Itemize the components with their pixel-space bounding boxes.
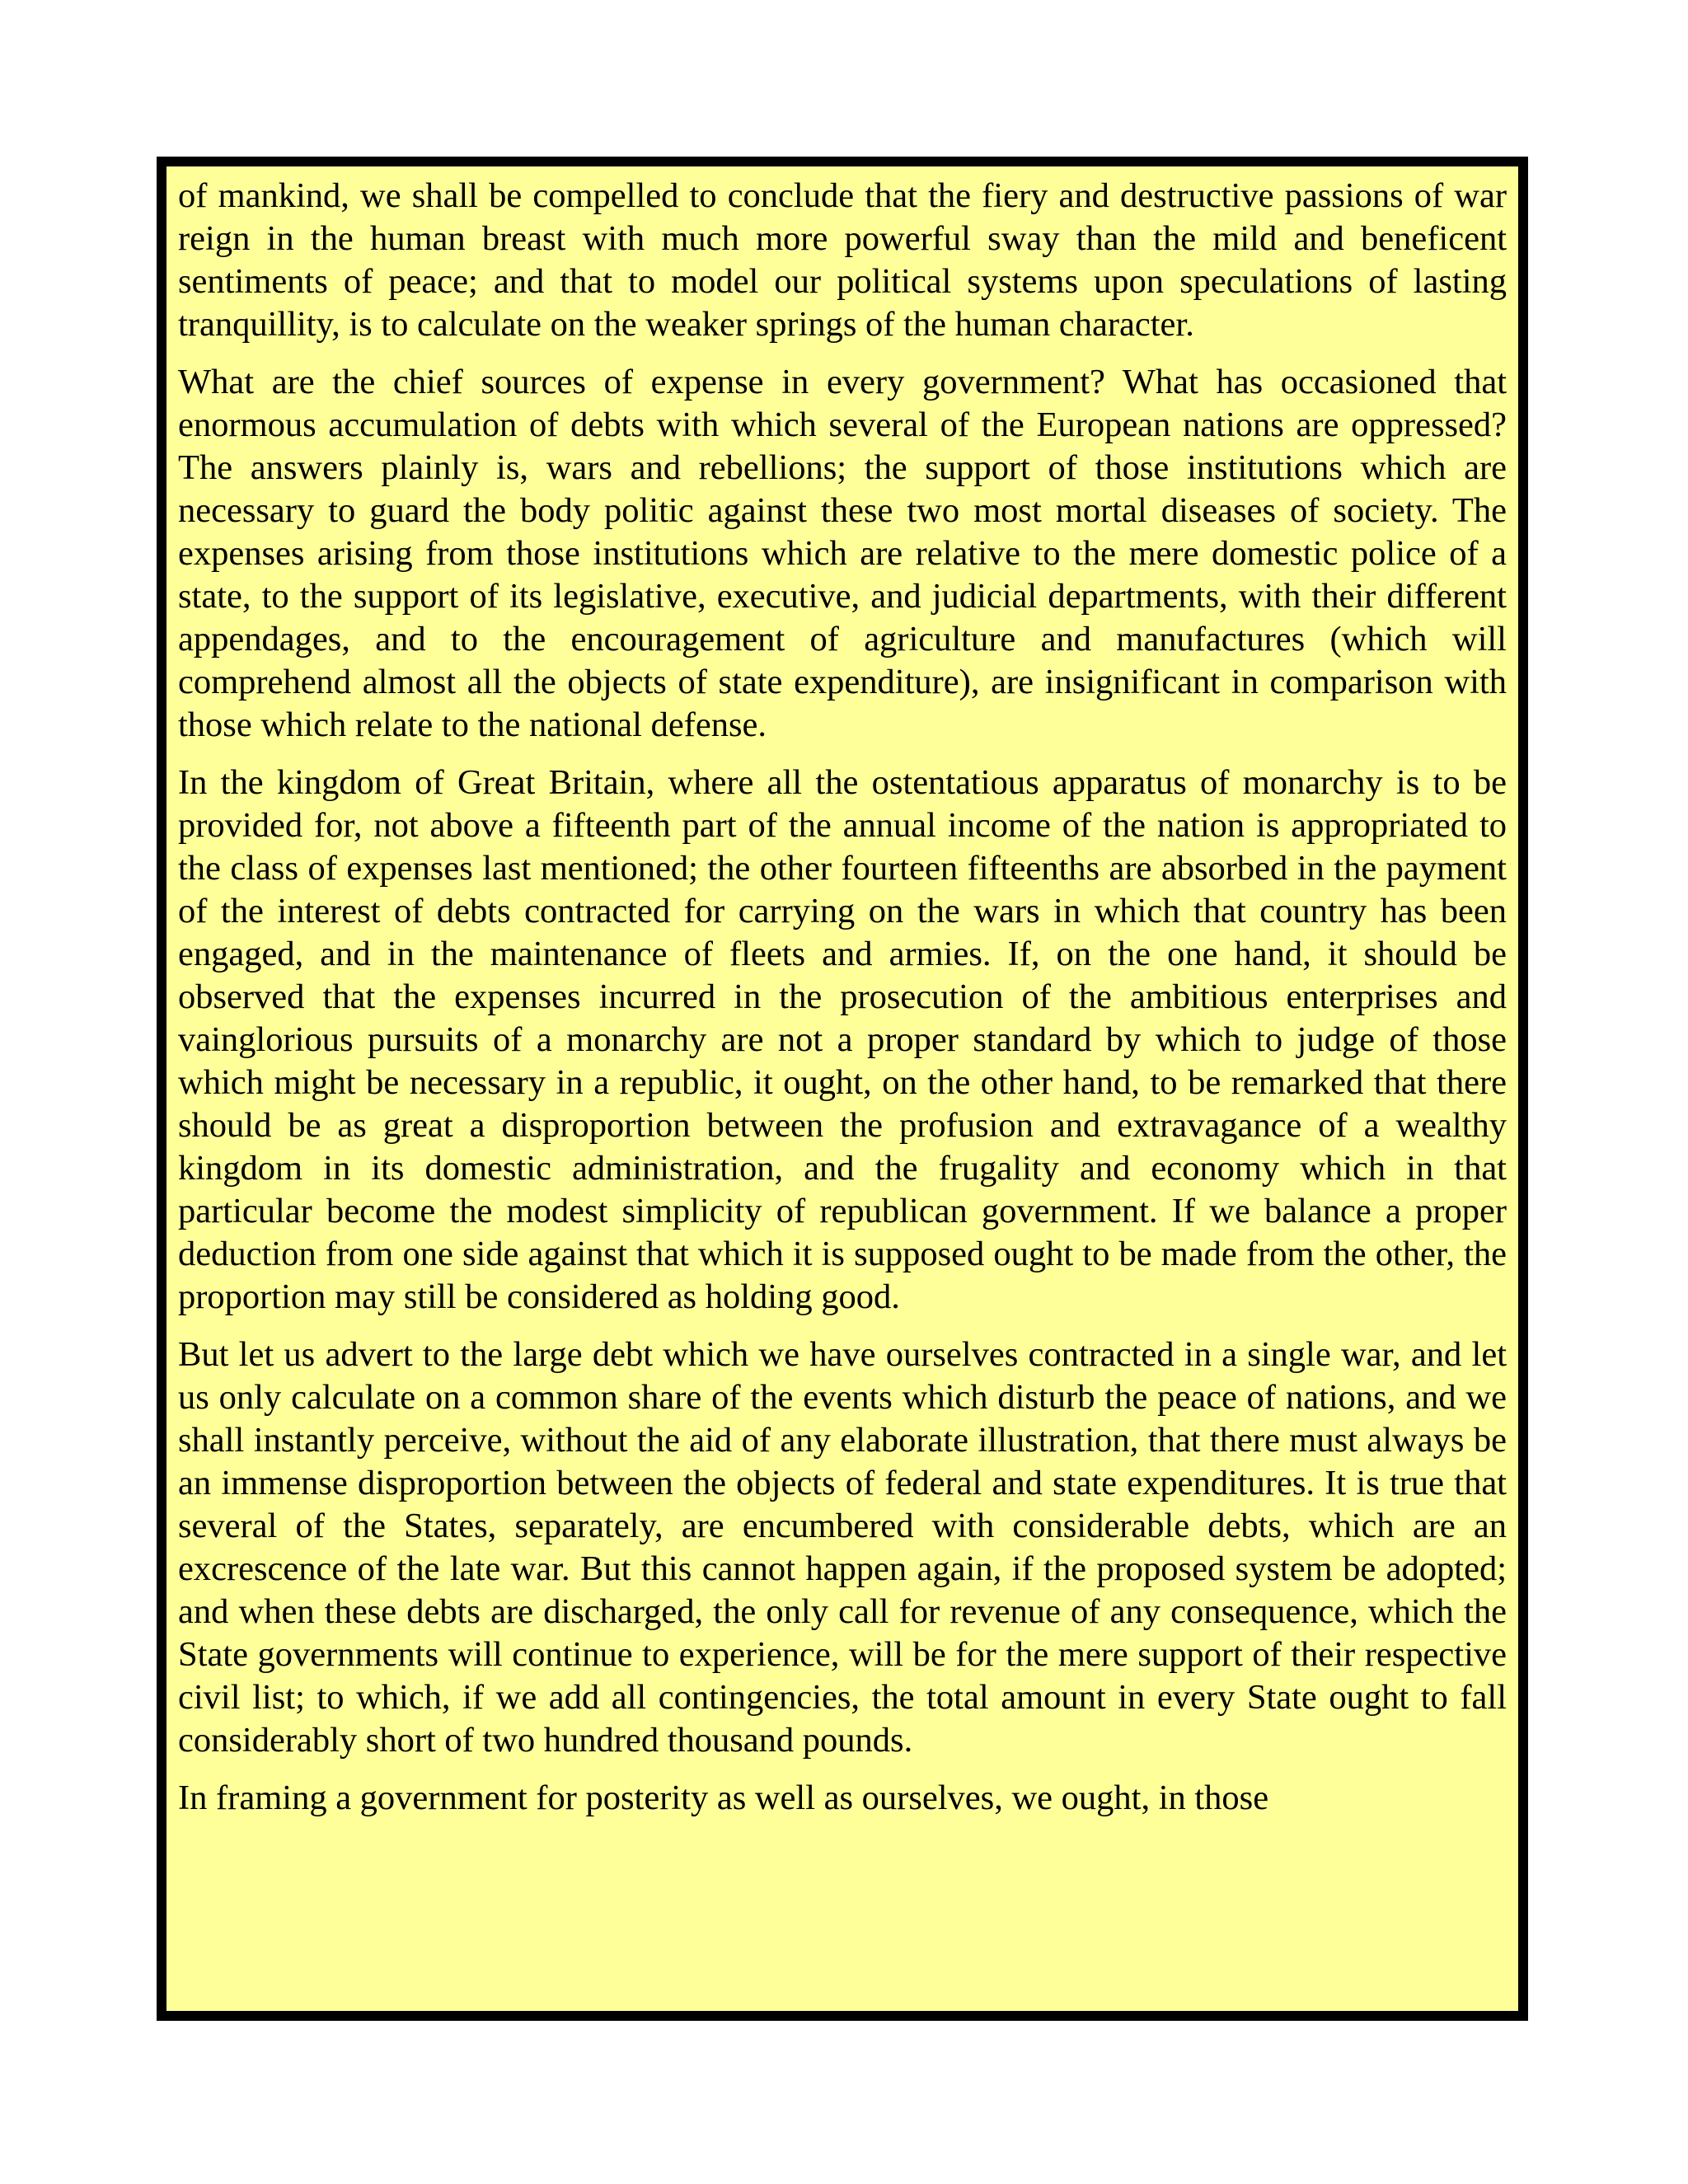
paragraph-2: What are the chief sources of expense in every government? What has occasioned that enormous accumulation of debts with which several of the European nations are oppressed? The answers plainly is, wars and rebellions; the support of those institutions which are necessary to guard the body politic against these two most mortal diseases of society. The expenses arising from those institutions which are relative to the mere domestic police of a state, to the support of its legislative, executive, and judicial departments, with their different appendages, and to the encouragement of agriculture and manufactures (which will comprehend almost all the objects of state expenditure), are insignificant in comparison with those which relate to the national defense. — [178, 363, 1507, 744]
paragraph-4: But let us advert to the large debt which we have ourselves contracted in a single war, and let us only calculate on a common share of the events which disturb the peace of nations, and we shall instantly perceive, without the aid of any elaborate illustration, that there must always be an immense disproportion between the objects of federal and state expenditures. It is true that several of the States, separately, are encumbered with considerable debts, which are an excrescence of the late war. But this cannot happen again, if the proposed system be adopted; and when these debts are discharged, the only call for revenue of any consequence, which the State governments will continue to experience, will be for the mere support of their respective civil list; to which, if we add all contingencies, the total amount in every State ought to fall considerably short of two hundred thousand pounds. — [178, 1335, 1507, 1760]
paragraph-3: In the kingdom of Great Britain, where all the ostentatious apparatus of monarchy is to be provided for, not above a fifteenth part of the annual income of the nation is appropriated to the class of expenses last mentioned; the other fourteen fifteenths are absorbed in the payment of the interest of debts contracted for carrying on the wars in which that country has been engaged, and in the maintenance of fleets and armies. If, on the one hand, it should be observed that the expenses incurred in the prosecution of the ambitious enterprises and vainglorious pursuits of a monarchy are not a proper standard by which to judge of those which might be necessary in a republic, it ought, on the other hand, to be remarked that there should be as great a disproportion between the profusion and extravagance of a wealthy kingdom in its domestic administration, and the frugality and economy which in that particular become the modest simplicity of republican government. If we balance a proper deduction from one side against that which it is supposed ought to be made from the other, the proportion may still be considered as holding good. — [178, 763, 1507, 1316]
text-frame — [157, 157, 1528, 2021]
paragraph-1: of mankind, we shall be compelled to conclude that the fiery and destructive passions of war reign in the human breast with much more powerful sway than the mild and beneficent sentiments of peace; and that to model our political systems upon speculations of lasting tranquillity, is to calculate on the weaker springs of the human character. — [178, 176, 1507, 344]
paragraph-5: In framing a government for posterity as well as ourselves, we ought, in those — [178, 1779, 1269, 1817]
document-body — [166, 166, 1518, 1820]
